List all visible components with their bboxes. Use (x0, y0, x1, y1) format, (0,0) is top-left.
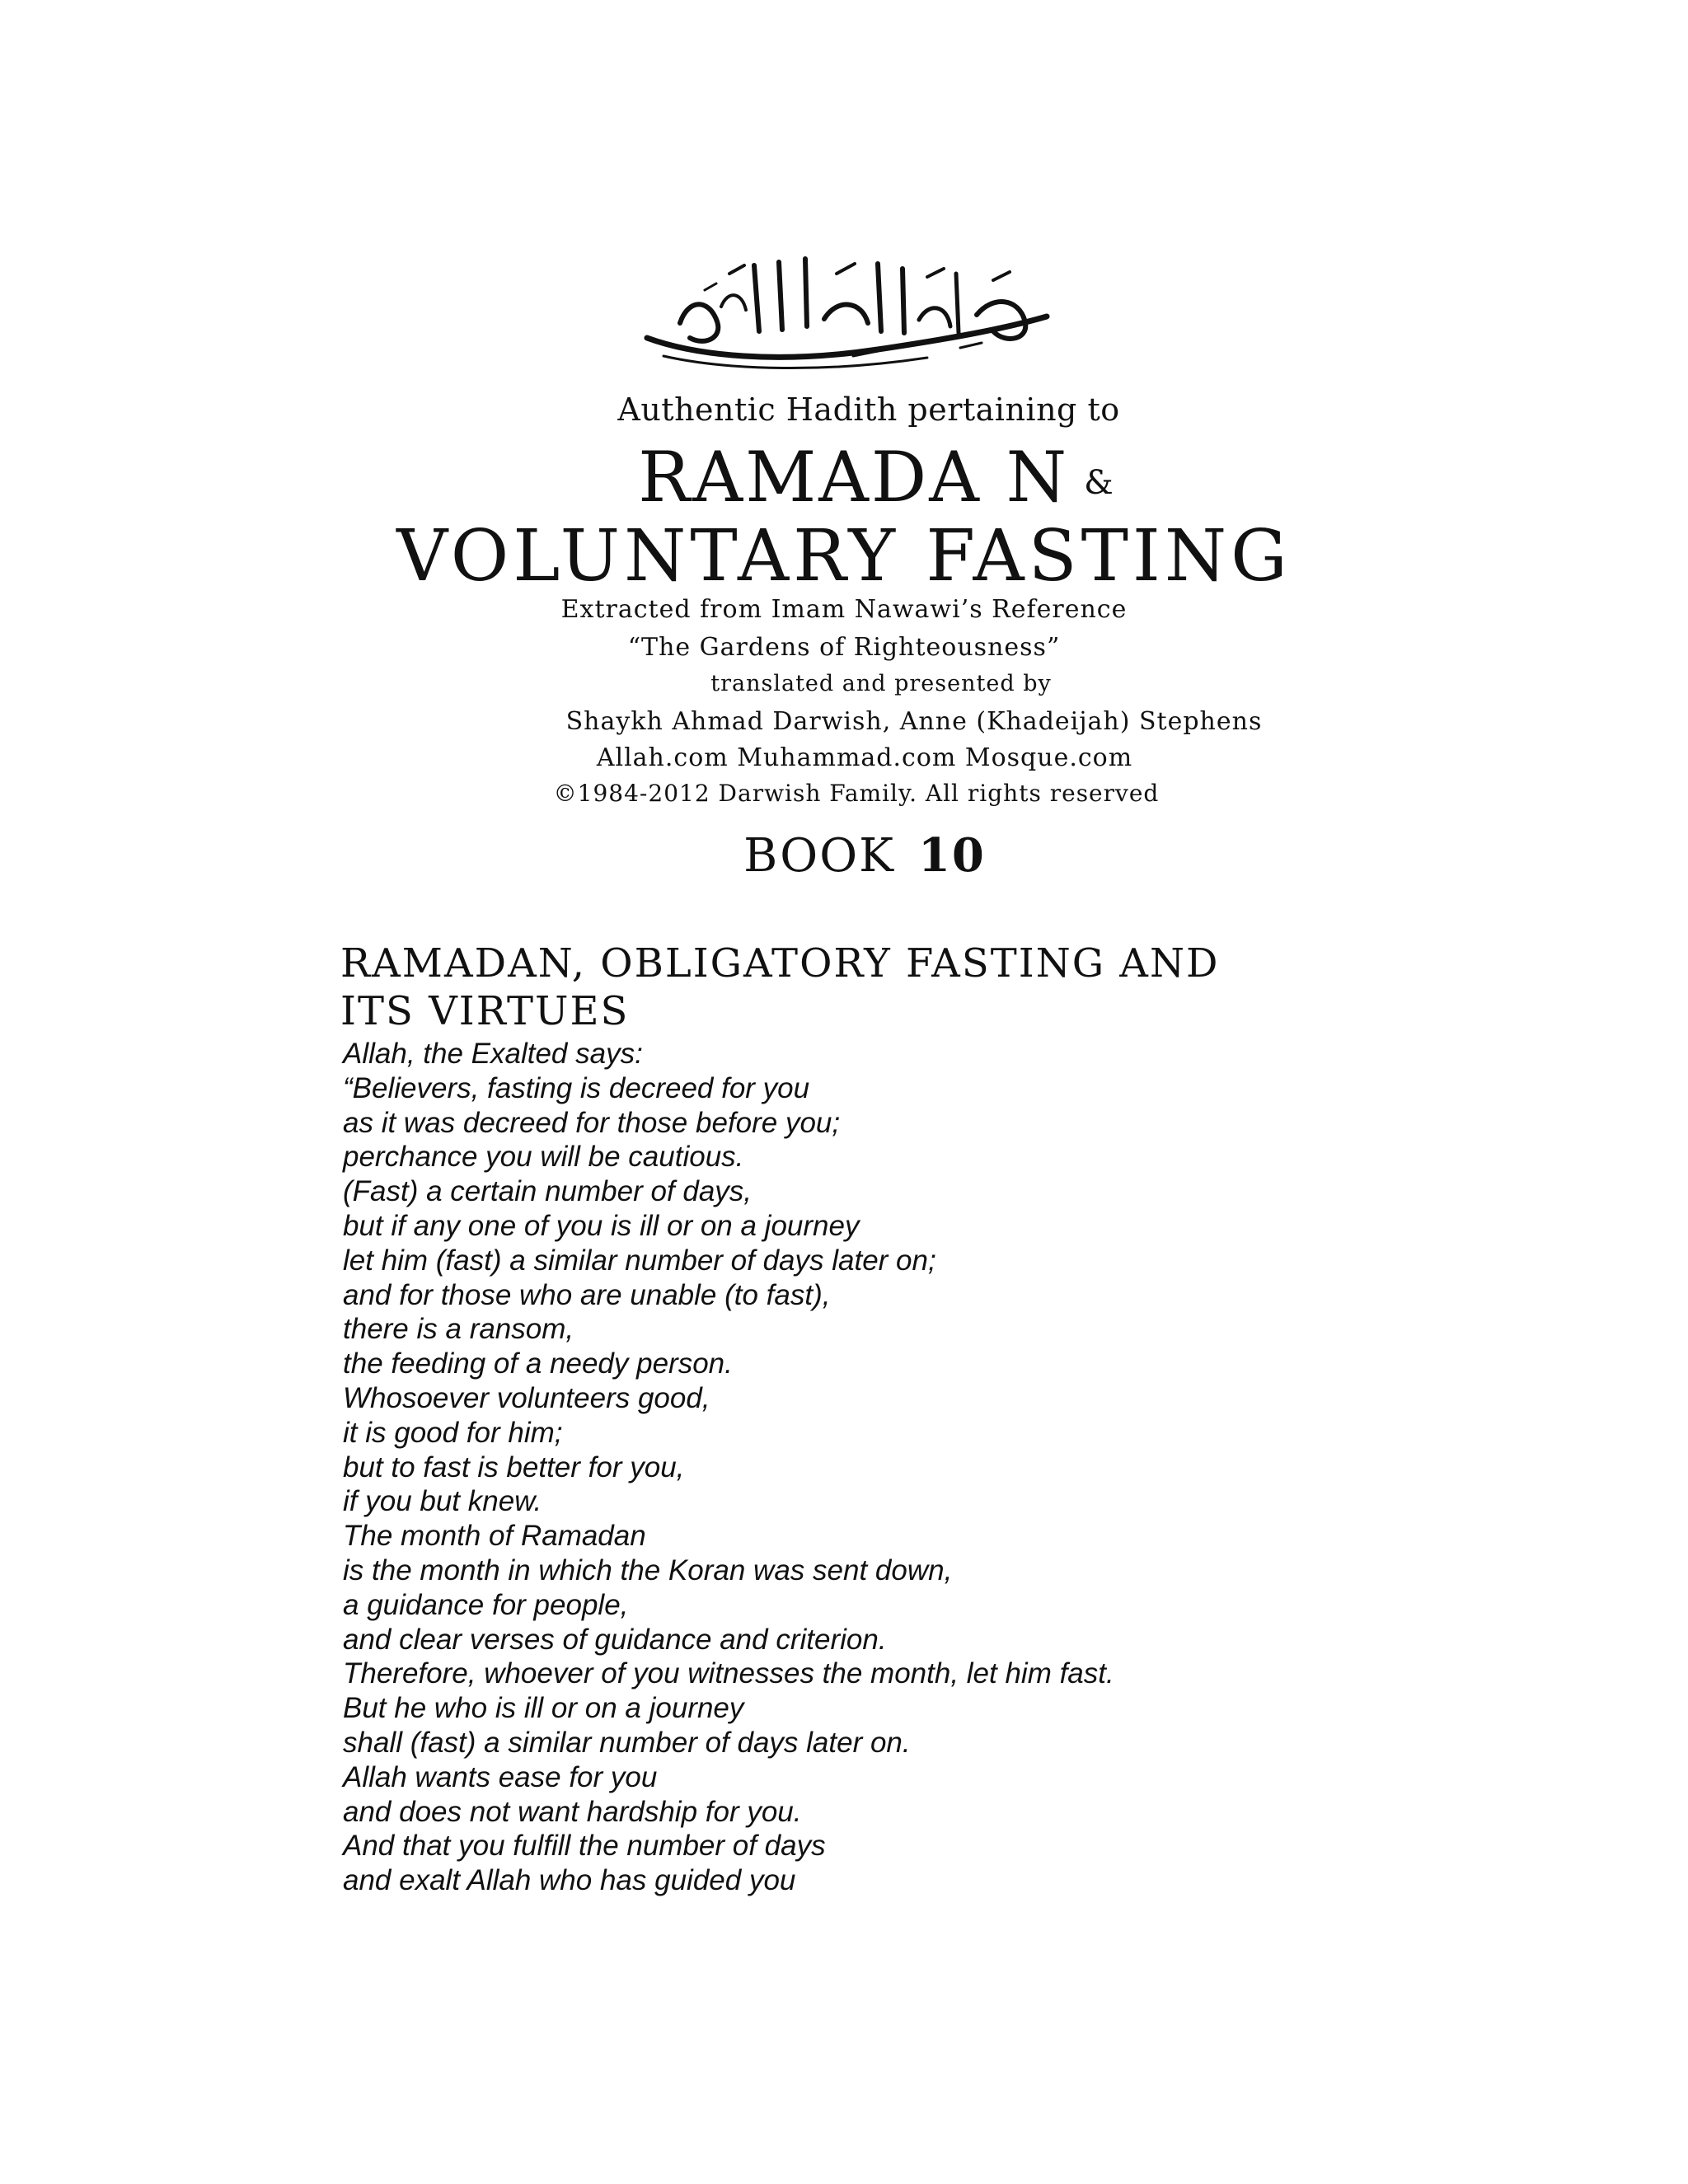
verse-line: if you but knew. (343, 1485, 542, 1518)
verse-line: perchance you will be cautious. (343, 1141, 744, 1174)
verse-line: Whosoever volunteers good, (343, 1381, 710, 1414)
verse-line: The month of Ramadan (343, 1520, 646, 1553)
verse-line: Allah wants ease for you (343, 1760, 658, 1793)
extracted-from: Extracted from Imam Nawawi’s Reference (560, 595, 1128, 624)
verse-line: Therefore, whoever of you witnesses the month, let him fast. (343, 1657, 1114, 1690)
book-label: BOOK (743, 829, 895, 883)
verse-line: and does not want hardship for you. (343, 1795, 802, 1828)
book-number: 10 (917, 828, 986, 883)
verse-line: the feeding of a needy person. (343, 1347, 733, 1380)
work-title: “The Gardens of Righteousness” (627, 633, 1061, 662)
verse-line: (Fast) a certain number of days, (343, 1175, 753, 1208)
book-title-ramadan: RAMADA N (638, 437, 1070, 518)
verse-line: is the month in which the Koran was sent down, (343, 1554, 953, 1586)
section-heading (340, 940, 1247, 1035)
ampersand: & (1084, 464, 1116, 502)
verse-line: as it was decreed for those before you; (343, 1106, 841, 1139)
basmala-calligraphy-icon (631, 241, 1059, 373)
verse-line: Allah, the Exalted says: (343, 1038, 643, 1070)
verse-line: and for those who are unable (to fast), (343, 1278, 831, 1311)
websites: Allah.com Muhammad.com Mosque.com (596, 743, 1133, 772)
verse-line: let him (fast) a similar number of days later on; (343, 1244, 936, 1277)
verse-line: and exalt Allah who has guided you (343, 1864, 796, 1897)
verse-line: But he who is ill or on a journey (343, 1692, 744, 1725)
book-title-line2: VOLUNTARY FASTING (396, 515, 1292, 598)
verse-line: and clear verses of guidance and criterion. (343, 1623, 887, 1656)
verse-line: “Believers, fasting is decreed for you (343, 1071, 810, 1104)
book-title-line1 (0, 437, 1688, 518)
verse-line: there is a ransom, (343, 1313, 574, 1346)
verse-line: And that you fulfill the number of days (343, 1830, 826, 1863)
translated-by: translated and presented by (710, 671, 1052, 696)
section-heading-line1: RAMADAN, OBLIGATORY FASTING AND (340, 940, 1220, 987)
verse-line: but if any one of you is ill or on a journey (343, 1209, 860, 1242)
verse-line: but to fast is better for you, (343, 1451, 685, 1483)
verse-line: shall (fast) a similar number of days later on. (343, 1726, 911, 1759)
copyright: ©1984-2012 Darwish Family. All rights reserved (553, 780, 1160, 807)
authors: Shaykh Ahmad Darwish, Anne (Khadeijah) Stephens (565, 707, 1263, 736)
verse-list (343, 1037, 1332, 1898)
verse-line: it is good for him; (343, 1416, 563, 1449)
section-heading-line2: ITS VIRTUES (340, 988, 630, 1034)
verse-line: a guidance for people, (343, 1588, 629, 1621)
book-number-heading (0, 828, 1688, 883)
book-subtitle: Authentic Hadith pertaining to (617, 391, 1120, 428)
